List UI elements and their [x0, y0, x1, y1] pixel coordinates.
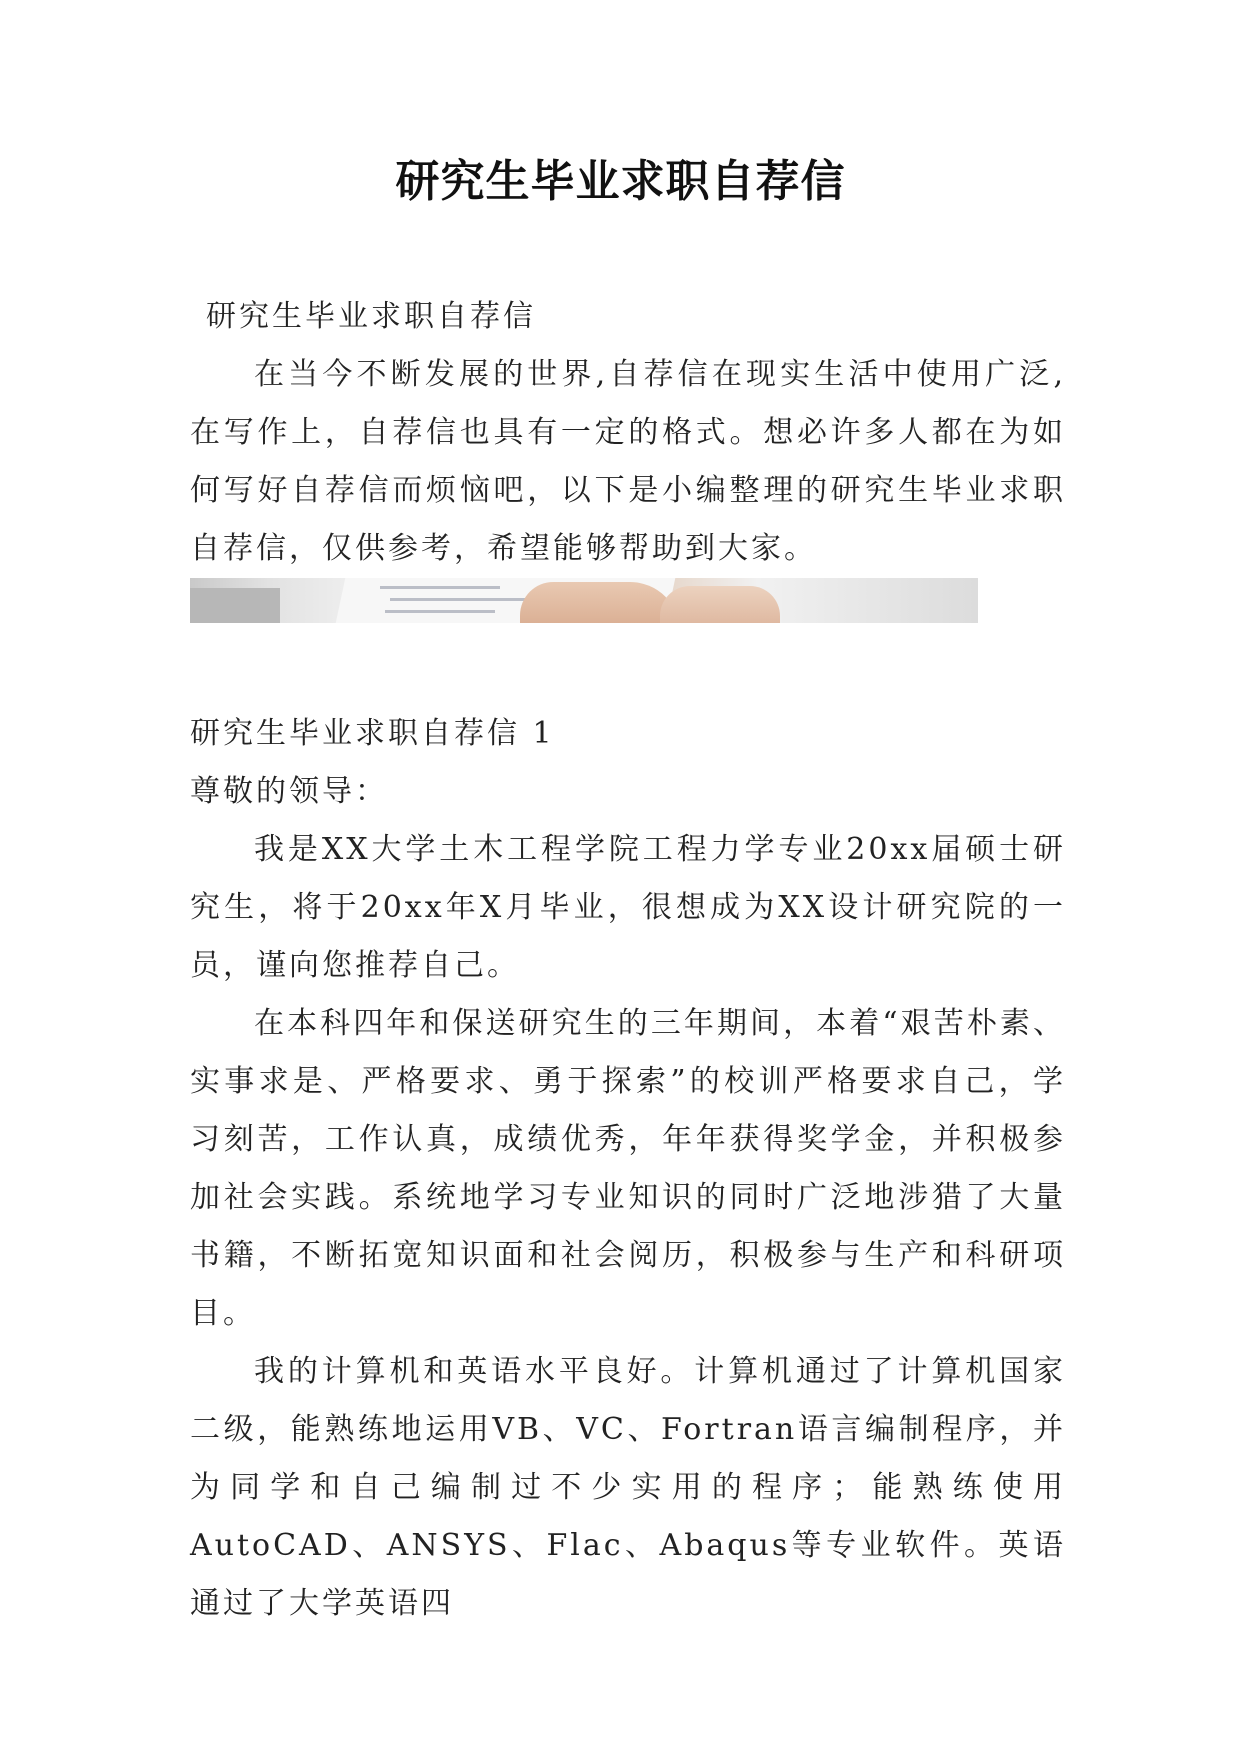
intro-paragraph: 在当今不断发展的世界,自荐信在现实生活中使用广泛,在写作上，自荐信也具有一定的格式。想必许多人都在为如何写好自荐信而烦恼吧，以下是小编整理的研究生毕业求职自荐信，仅供参考，希望能够帮助到大家。 — [190, 357, 1066, 566]
document-subtitle: 研究生毕业求职自荐信 — [206, 299, 536, 334]
document-title: 研究生毕业求职自荐信 — [395, 156, 846, 207]
sleeve-shape — [190, 588, 280, 623]
paper-text-line — [390, 598, 540, 601]
salutation: 尊敬的领导： — [190, 774, 388, 809]
paper-text-line — [380, 586, 500, 589]
letter-paragraph: 我的计算机和英语水平良好。计算机通过了计算机国家二级，能熟练地运用VB、VC、Fortran语言编制程序，并为同学和自己编制过不少实用的程序；能熟练使用AutoCAD、ANSYS、Flac、Abaqus等专业软件。英语通过了大学英语四 — [190, 1354, 1066, 1621]
letter-body — [190, 821, 1066, 1633]
hand-shape — [660, 586, 780, 623]
section-heading: 研究生毕业求职自荐信 1 — [190, 716, 555, 751]
letter-paragraph: 我是XX大学土木工程学院工程力学专业20xx届硕士研究生，将于20xx年X月毕业，很想成为XX设计研究院的一员，谨向您推荐自己。 — [190, 832, 1066, 983]
illustration-image — [190, 578, 978, 623]
paper-text-line — [385, 610, 495, 613]
letter-paragraph: 在本科四年和保送研究生的三年期间，本着“艰苦朴素、实事求是、严格要求、勇于探索”的校训严格要求自己，学习刻苦，工作认真，成绩优秀，年年获得奖学金，并积极参加社会实践。系统地学习专业知识的同时广泛地涉猎了大量书籍，不断拓宽知识面和社会阅历，积极参与生产和科研项目。 — [190, 1006, 1066, 1331]
